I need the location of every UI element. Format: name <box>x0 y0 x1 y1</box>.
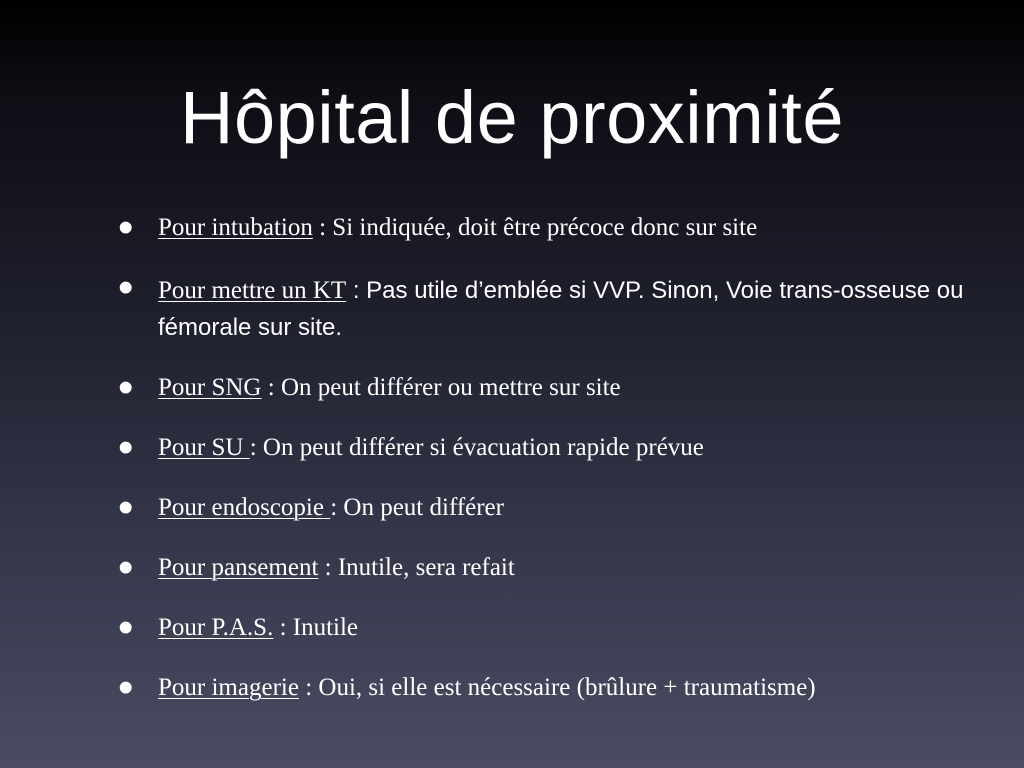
bullet-text <box>158 433 978 463</box>
bullet-text <box>158 272 978 346</box>
bullet-label: Pour SNG <box>158 374 262 401</box>
bullet-text <box>158 213 978 243</box>
bullet-label: Pour endoscopie <box>158 494 331 521</box>
slide-title: Hôpital de proximité <box>180 76 844 159</box>
bullet-description: : Pas utile d’emblée si VVP. Sinon, Voie trans-osseuse ou fémorale sur site. <box>158 277 964 341</box>
bullet-dot-icon: • <box>118 363 134 412</box>
bullet-label: Pour SU <box>158 434 250 461</box>
bullet-description: : Oui, si elle est nécessaire (brûlure + traumatisme) <box>298 674 816 701</box>
bullet-dot-icon: • <box>118 663 134 712</box>
bullet-label: Pour imagerie <box>158 674 299 701</box>
bullet-dot-icon: • <box>118 483 134 532</box>
bullet-description: : On peut différer ou mettre sur site <box>261 374 621 401</box>
bullet-label: Pour intubation <box>158 214 313 241</box>
bullet-dot-icon: • <box>118 203 134 252</box>
bullet-label: Pour P.A.S. <box>158 614 274 641</box>
bullet-description: : Si indiquée, doit être précoce donc sur site <box>312 214 758 241</box>
bullet-description: : Inutile <box>273 614 359 641</box>
bullet-description: : Inutile, sera refait <box>318 554 515 581</box>
bullet-description: : On peut différer si évacuation rapide prévue <box>249 434 704 461</box>
bullet-label: Pour mettre un KT <box>158 277 347 304</box>
bullet-description: : On peut différer <box>330 494 504 521</box>
bullet-text <box>158 493 978 523</box>
bullet-dot-icon: • <box>118 603 134 652</box>
bullet-dot-icon: • <box>118 543 134 592</box>
bullet-text <box>158 613 978 643</box>
bullet-label: Pour pansement <box>158 554 319 581</box>
bullet-text <box>158 673 978 703</box>
bullet-dot-icon: • <box>118 423 134 472</box>
bullet-text <box>158 553 978 583</box>
bullet-text <box>158 373 978 403</box>
bullet-dot-icon: • <box>118 263 134 312</box>
